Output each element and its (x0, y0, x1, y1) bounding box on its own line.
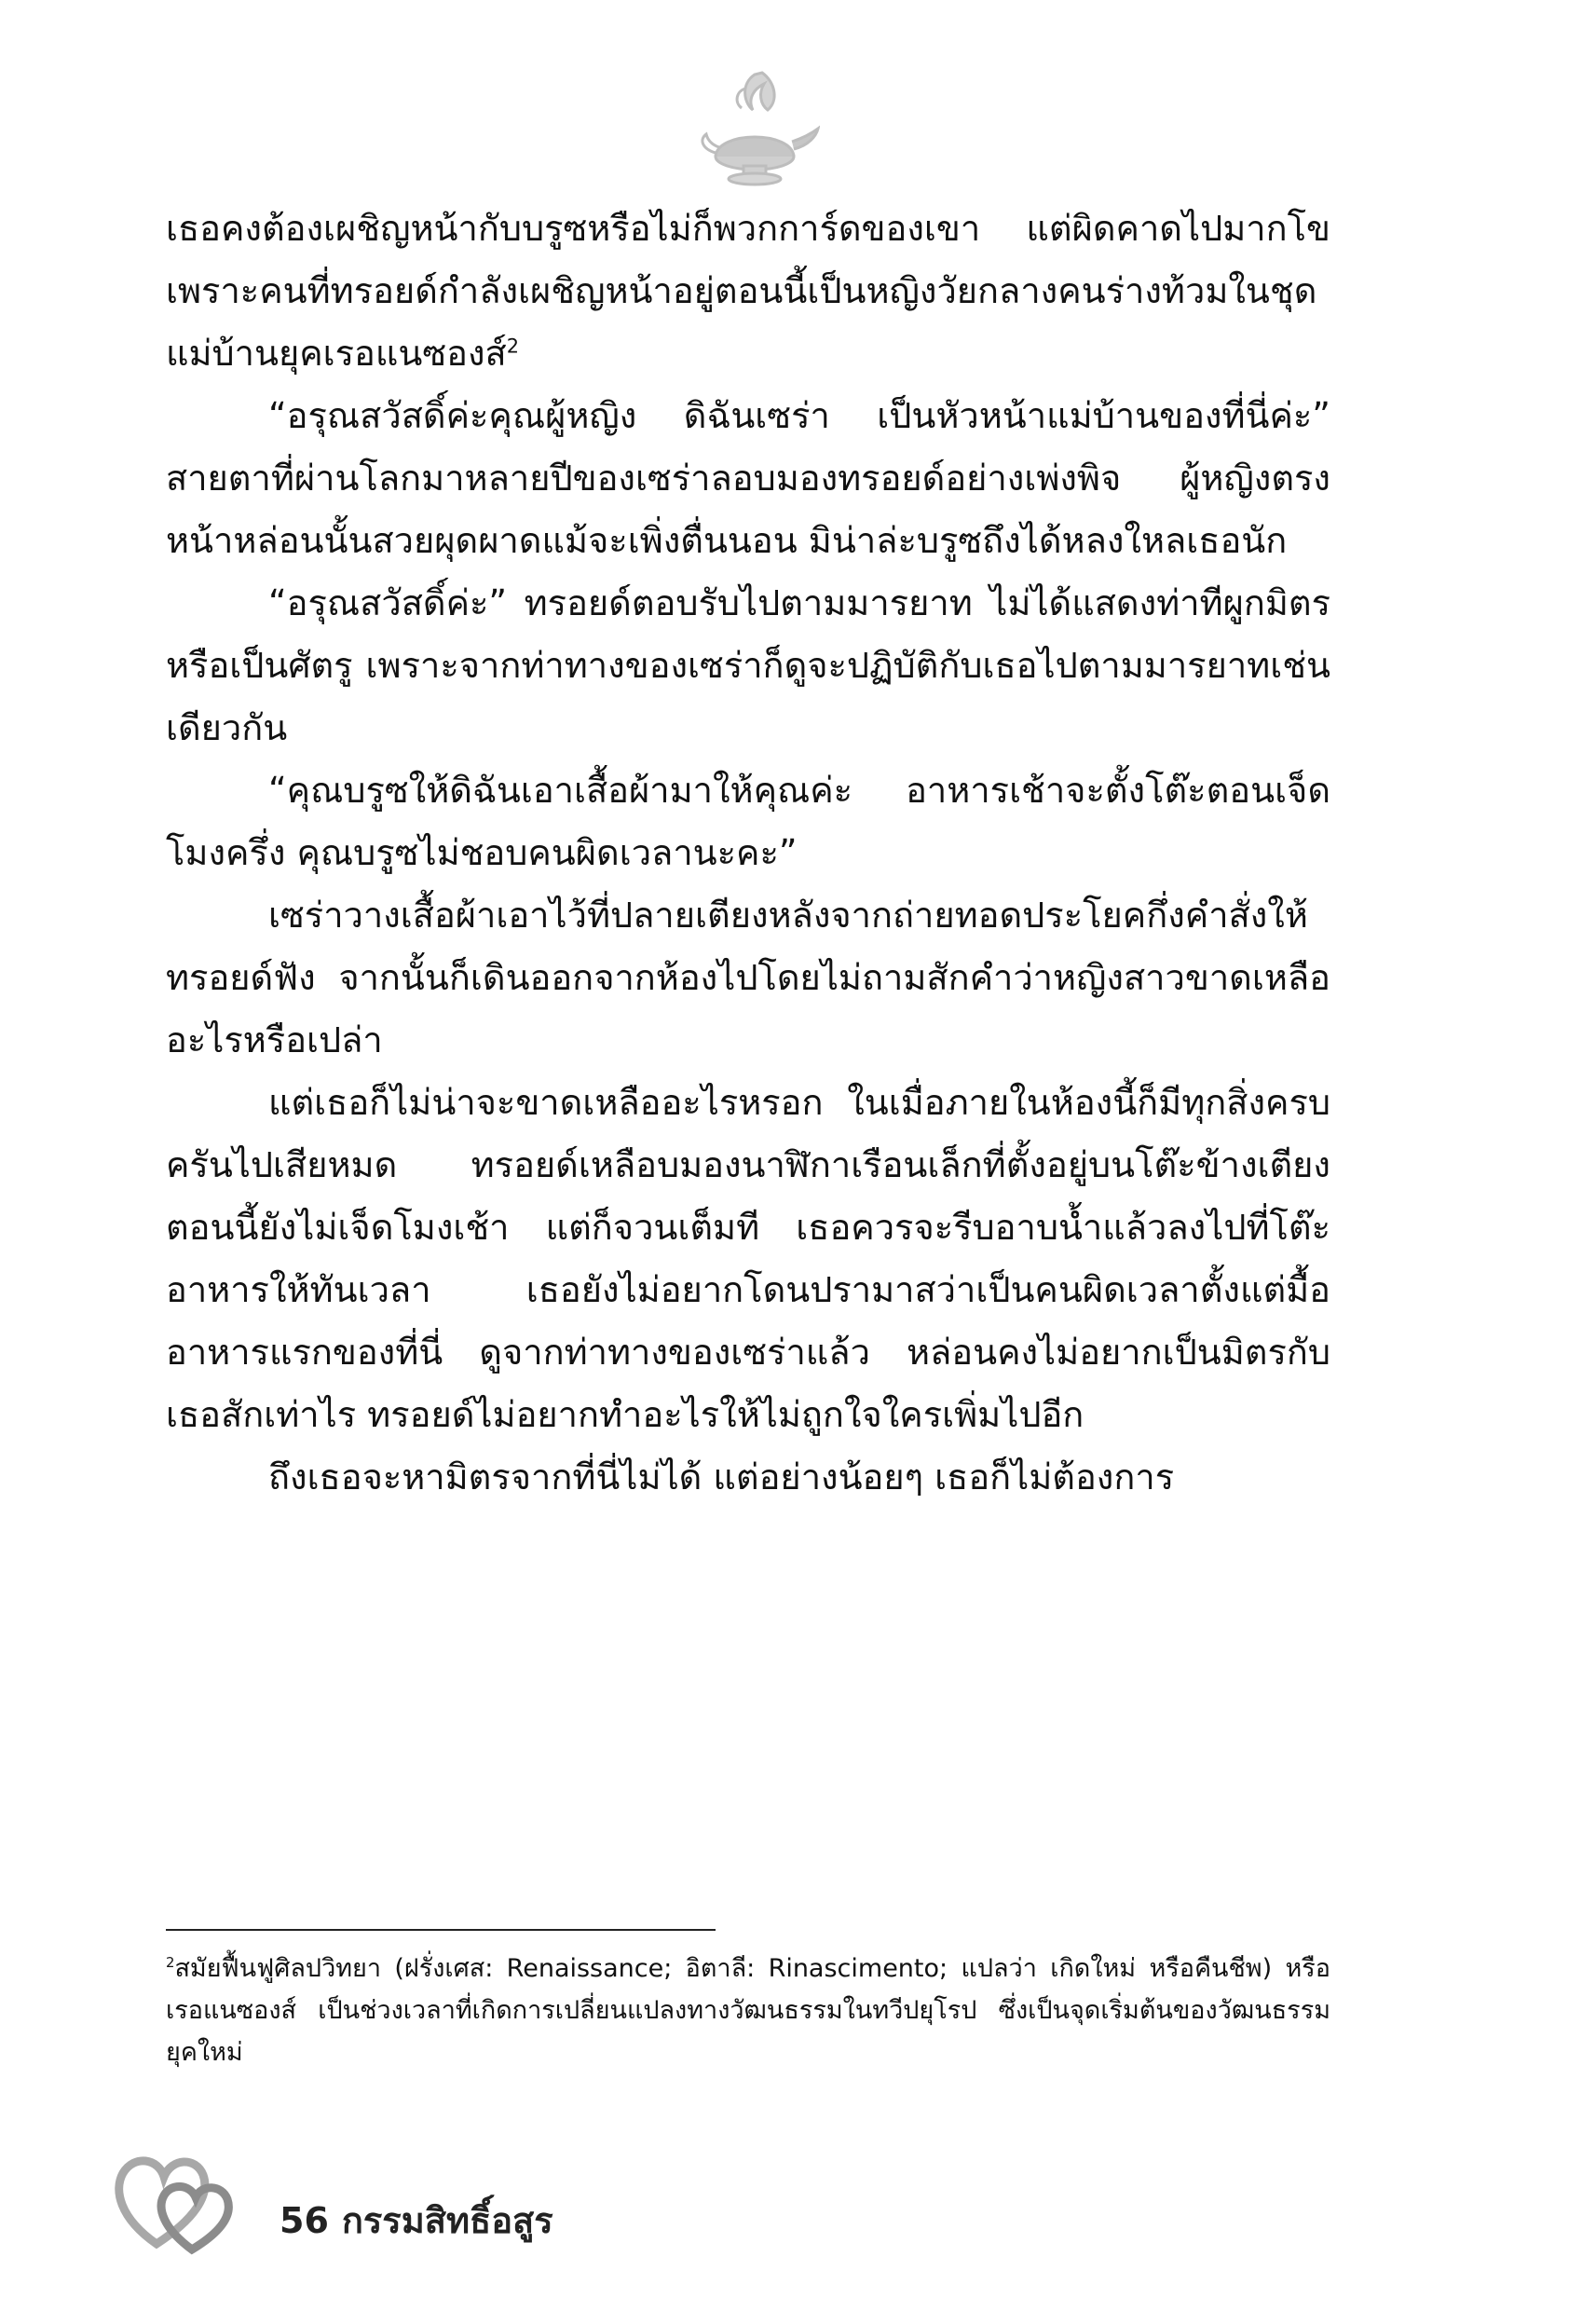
footnote (166, 1948, 1330, 2073)
double-heart-icon (110, 2143, 250, 2255)
paragraph (166, 198, 1330, 385)
body-text (166, 198, 1330, 1509)
paragraph: “อรุณสวัสดิ์ค่ะ” ทรอยด์ตอบรับไปตามมารยาท ไม่ได้แสดงท่าทีผูกมิตรหรือเป็นศัตรู เพราะจากท่าทางของเซร่าก็ดูจะปฏิบัติกับเธอไปตามมารยาทเช่นเดียวกัน (166, 582, 1330, 748)
page-number: 56 (280, 2200, 329, 2241)
book-title: กรรมสิทธิ์อสูร (341, 2200, 553, 2241)
paragraph: ถึงเธอจะหามิตรจากที่นี่ไม่ได้ แต่อย่างน้อยๆ เธอก็ไม่ต้องการ (268, 1456, 1175, 1497)
paragraph: “คุณบรูซให้ดิฉันเอาเสื้อผ้ามาให้คุณค่ะ อาหารเช้าจะตั้งโต๊ะตอนเจ็ดโมงครึ่ง คุณบรูซไม่ชอบคนผิดเวลานะคะ” (166, 770, 1330, 873)
footnote-divider (166, 1929, 716, 1931)
footnote-mark: 2 (166, 1954, 175, 1971)
page-footer (280, 2192, 566, 2249)
paragraph: แต่เธอก็ไม่น่าจะขาดเหลืออะไรหรอก ในเมื่อภายในห้องนี้ก็มีทุกสิ่งครบครันไปเสียหมด ทรอยด์เหลือบมองนาฬิกาเรือนเล็กที่ตั้งอยู่บนโต๊ะข้างเตียง ตอนนี้ยังไม่เจ็ดโมงเช้า แต่ก็จวนเต็มที เธอควรจะรีบอาบน้ำแล้วลงไปที่โต๊ะอาหารให้ทันเวลา เธอยังไม่อยากโดนปรามาสว่าเป็นคนผิดเวลาตั้งแต่มื้ออาหารแรกของที่นี่ ดูจากท่าทางของเซร่าแล้ว หล่อนคงไม่อยากเป็นมิตรกับเธอสักเท่าไร ทรอยด์ไม่อยากทำอะไรให้ไม่ถูกใจใครเพิ่มไปอีก (166, 1082, 1330, 1435)
footnote-text: สมัยฟื้นฟูศิลปวิทยา (ฝรั่งเศส: Renaissance; อิตาลี: Rinascimento; แปลว่า เกิดใหม่ หรือคืนชีพ) หรือ เรอแนซองส์ เป็นช่วงเวลาที่เกิดการเปลี่ยนแปลงทางวัฒนธรรมในทวีปยุโรป ซึ่งเป็นจุดเริ่มต้นของวัฒนธรรมยุคใหม่ (166, 1954, 1330, 2067)
paragraph-text: เธอคงต้องเผชิญหน้ากับบรูซหรือไม่ก็พวกการ์ดของเขา แต่ผิดคาดไปมากโข เพราะคนที่ทรอยด์กำลังเผชิญหน้าอยู่ตอนนี้เป็นหญิงวัยกลางคนร่างท้วมในชุดแม่บ้านยุคเรอแนซองส์ (166, 208, 1330, 374)
footnote-reference[interactable]: 2 (506, 335, 520, 358)
paragraph: “อรุณสวัสดิ์ค่ะคุณผู้หญิง ดิฉันเซร่า เป็นหัวหน้าแม่บ้านของที่นี่ค่ะ” สายตาที่ผ่านโลกมาหลายปีของเซร่าลอบมองทรอยด์อย่างเพ่งพิจ ผู้หญิงตรงหน้าหล่อนนั้นสวยผุดผาดแม้จะเพิ่งตื่นนอน มิน่าล่ะบรูซถึงได้หลงใหลเธอนัก (166, 395, 1330, 561)
paragraph: เซร่าวางเสื้อผ้าเอาไว้ที่ปลายเตียงหลังจากถ่ายทอดประโยคกึ่งคำสั่งให้ทรอยด์ฟัง จากนั้นก็เดินออกจากห้องไปโดยไม่ถามสักคำว่าหญิงสาวขาดเหลืออะไรหรือเปล่า (166, 895, 1330, 1060)
magic-lamp-icon (689, 56, 820, 196)
